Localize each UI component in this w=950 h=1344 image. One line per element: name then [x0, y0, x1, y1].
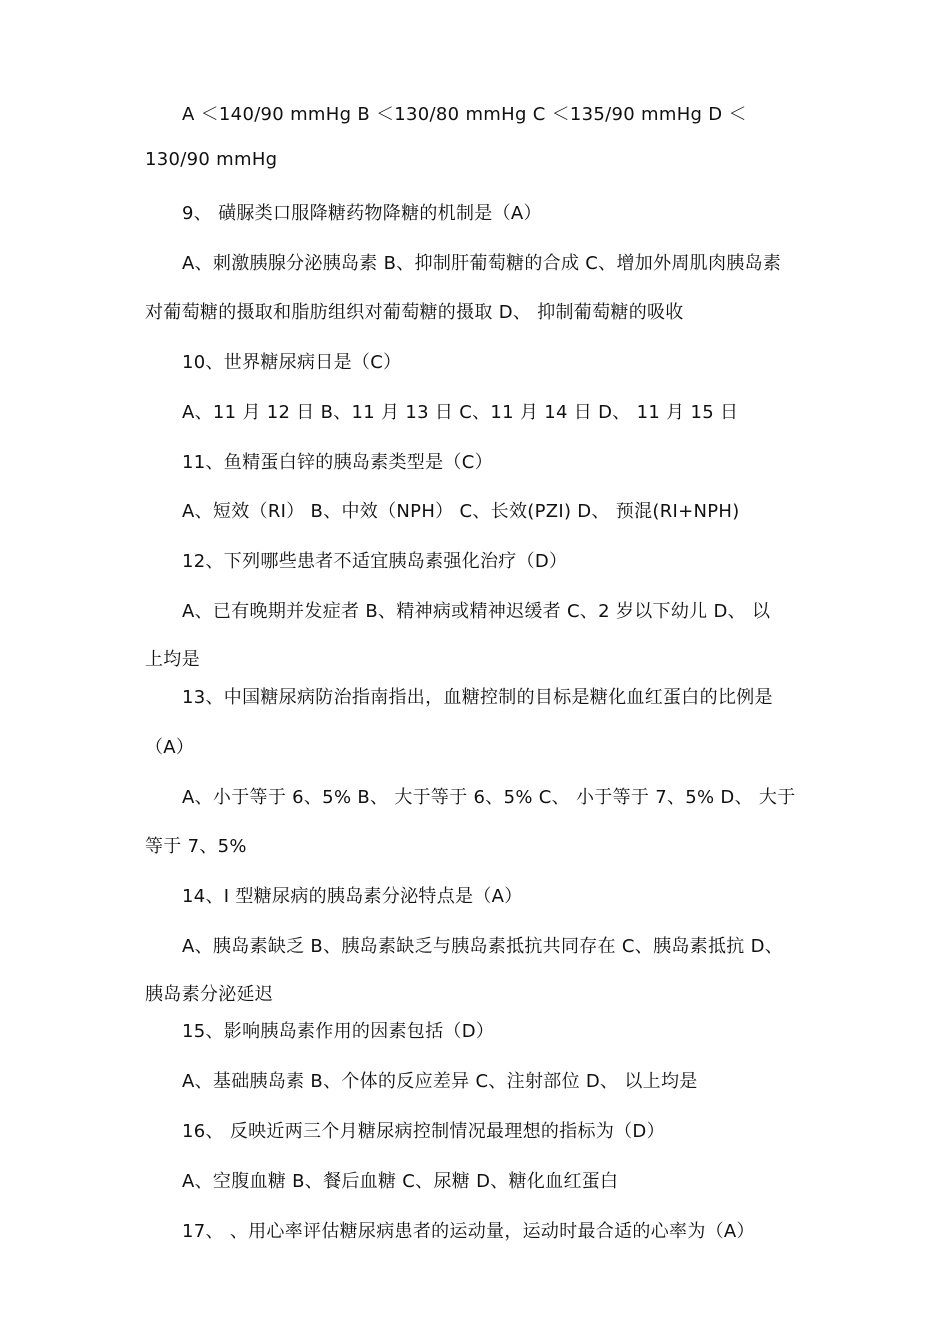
question-11: 11、鱼精蛋白锌的胰岛素类型是（C） [182, 452, 493, 473]
answer-options-q15: A、基础胰岛素 B、个体的反应差异 C、注射部位 D、 以上均是 [182, 1071, 698, 1092]
answer-options-q8-line2: 130/90 mmHg [145, 149, 278, 170]
answer-options-q8-line1: A ＜140/90 mmHg B ＜130/80 mmHg C ＜135/90 mmHg D ＜ [182, 104, 747, 125]
question-16: 16、 反映近两三个月糖尿病控制情况最理想的指标为（D） [182, 1121, 665, 1142]
answer-options-q16: A、空腹血糖 B、餐后血糖 C、尿糖 D、糖化血红蛋白 [182, 1171, 619, 1192]
answer-options-q14-line2: 胰岛素分泌延迟 [145, 984, 274, 1005]
question-14: 14、I 型糖尿病的胰岛素分泌特点是（A） [182, 886, 523, 907]
answer-options-q13-line2: 等于 7、5% [145, 836, 247, 857]
question-12: 12、下列哪些患者不适宜胰岛素强化治疗（D） [182, 551, 568, 572]
answer-options-q11: A、短效（RI） B、中效（NPH） C、长效(PZI) D、 预混(RI+NPH) [182, 501, 740, 522]
answer-options-q9-line1: A、刺激胰腺分泌胰岛素 B、抑制肝葡萄糖的合成 C、增加外周肌肉胰岛素 [182, 253, 782, 274]
question-13-line1: 13、中国糖尿病防治指南指出，血糖控制的目标是糖化血红蛋白的比例是 [182, 687, 773, 708]
question-10: 10、世界糖尿病日是（C） [182, 352, 402, 373]
answer-options-q10: A、11 月 12 日 B、11 月 13 日 C、11 月 14 日 D、 11 月 15 日 [182, 402, 739, 423]
question-17: 17、 、用心率评估糖尿病患者的运动量，运动时最合适的心率为（A） [182, 1221, 755, 1242]
question-9: 9、 磺脲类口服降糖药物降糖的机制是（A） [182, 203, 542, 224]
answer-options-q12-line1: A、已有晚期并发症者 B、精神病或精神迟缓者 C、2 岁以下幼儿 D、 以 [182, 601, 771, 622]
answer-options-q12-line2: 上均是 [145, 649, 200, 670]
answer-options-q14-line1: A、胰岛素缺乏 B、胰岛素缺乏与胰岛素抵抗共同存在 C、胰岛素抵抗 D、 [182, 936, 784, 957]
answer-options-q13-line1: A、小于等于 6、5% B、 大于等于 6、5% C、 小于等于 7、5% D、 大于 [182, 787, 796, 808]
question-13-line2: （A） [145, 737, 195, 758]
question-15: 15、影响胰岛素作用的因素包括（D） [182, 1021, 495, 1042]
answer-options-q9-line2: 对葡萄糖的摄取和脂肪组织对葡萄糖的摄取 D、 抑制葡萄糖的吸收 [145, 302, 684, 323]
